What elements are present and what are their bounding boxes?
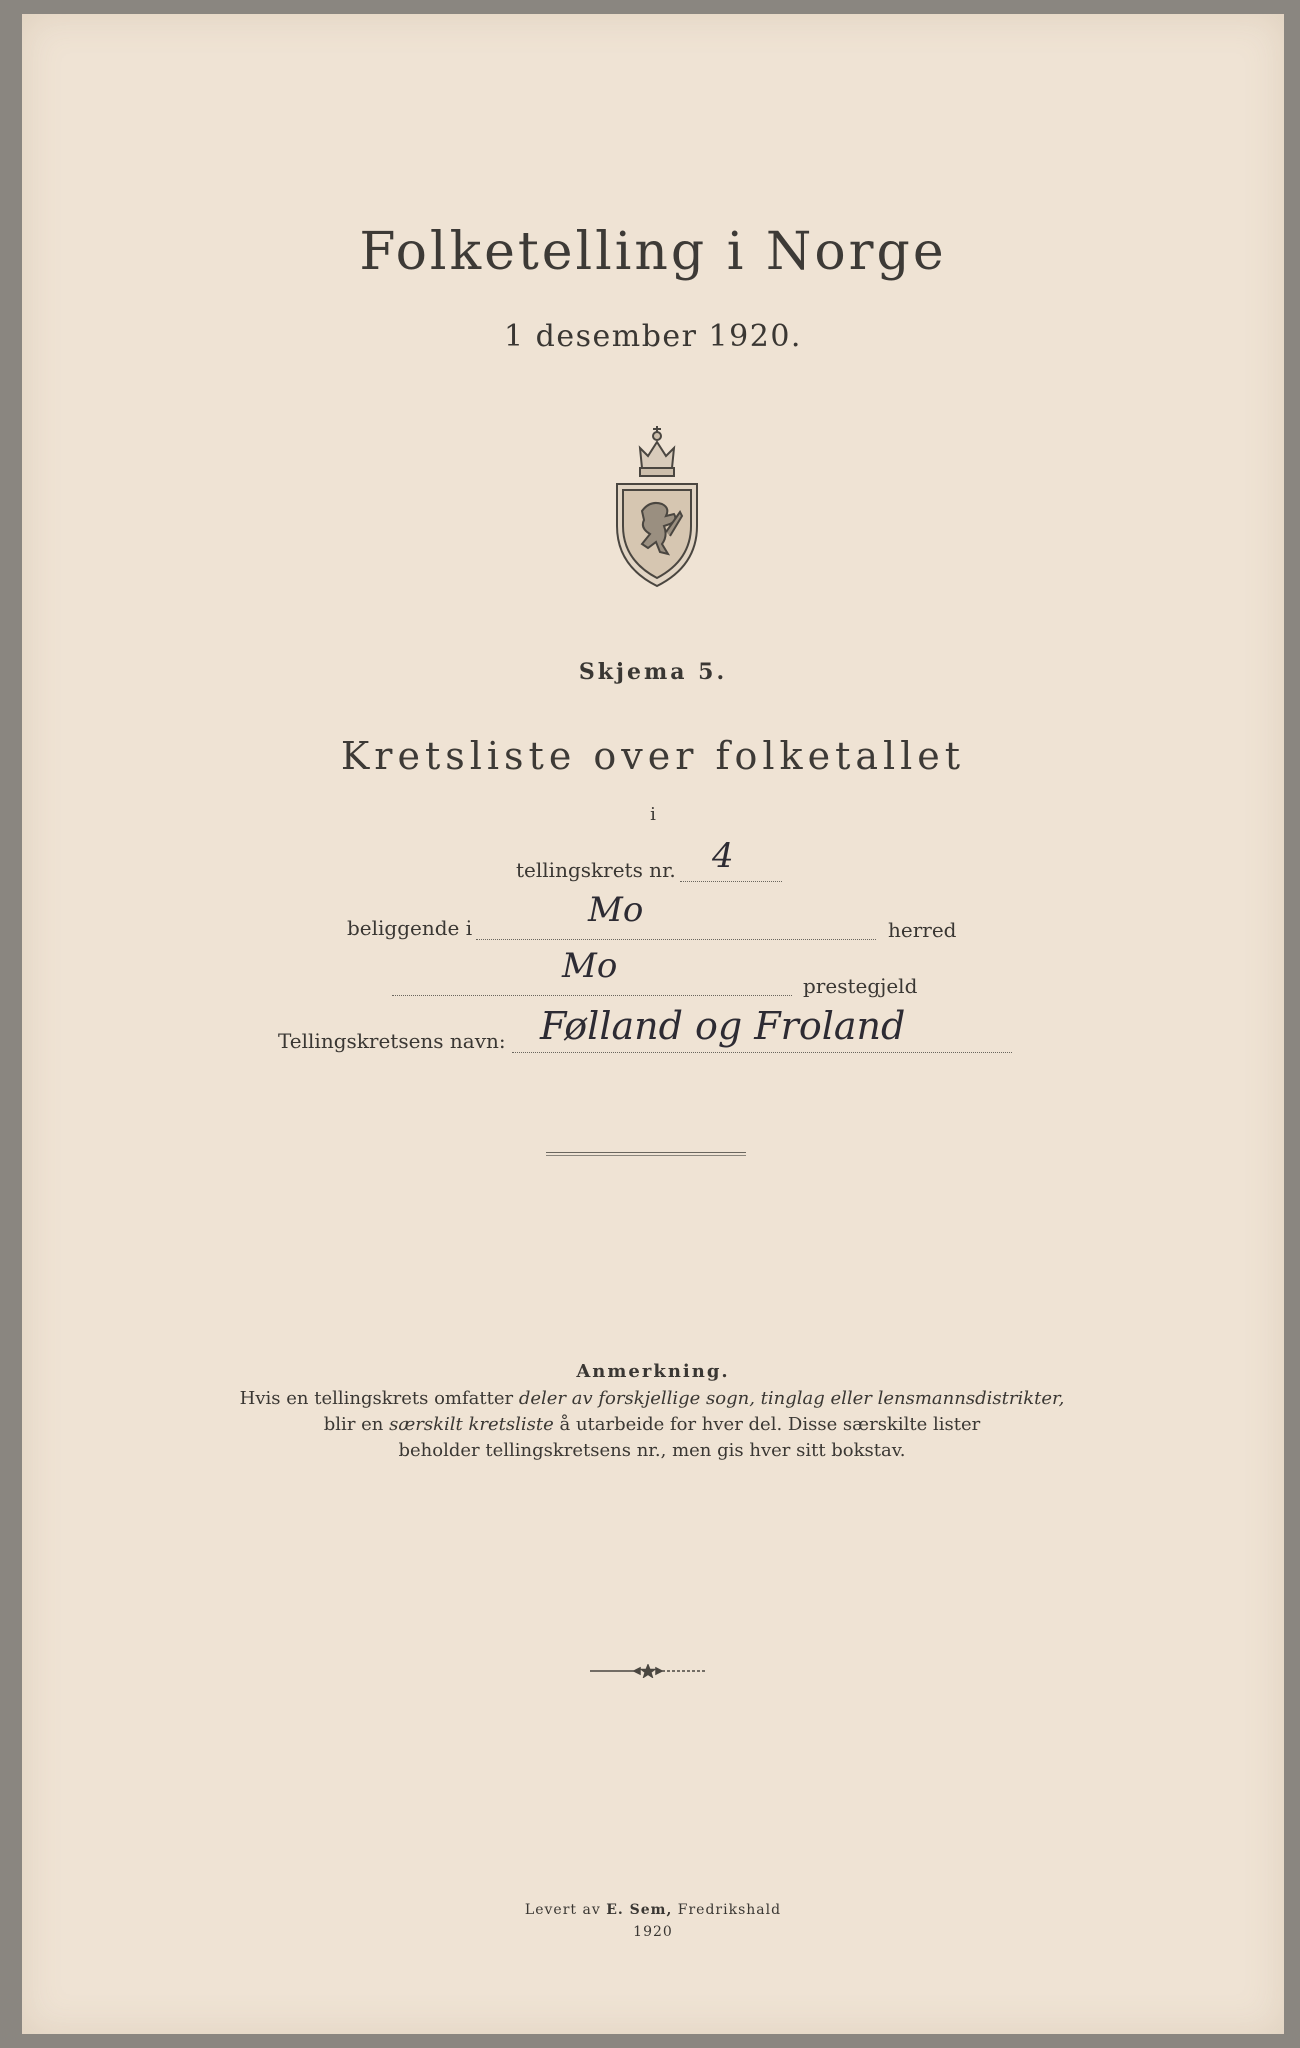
connector-text: i	[650, 804, 656, 825]
separator-rule	[546, 1152, 746, 1156]
prestegjeld-value: Mo	[562, 946, 618, 986]
note-line-3: beholder tellingskretsens nr., men gis hver sitt bokstav.	[398, 1440, 906, 1461]
navn-line	[512, 1051, 1012, 1053]
tellingskrets-label: tellingskrets nr.	[516, 858, 676, 882]
note-line-1	[222, 1386, 1082, 1412]
herred-label: herred	[888, 918, 957, 942]
note-line-2-text-c: å utarbeide for hver del. Disse særskilte lister	[559, 1414, 981, 1435]
printer-city: Fredrikshald	[677, 1902, 782, 1918]
tellingskrets-value: 4	[712, 836, 734, 876]
note-line-1-text: Hvis en tellingskrets omfatter	[239, 1388, 514, 1409]
note-line-2	[222, 1412, 1082, 1438]
star-divider-icon	[590, 1664, 706, 1678]
beliggende-value: Mo	[588, 890, 644, 930]
note-line-2-emphasis: særskilt kretsliste	[389, 1414, 554, 1435]
printer-year: 1920	[633, 1924, 673, 1940]
printer-imprint	[22, 1899, 1284, 1943]
beliggende-label: beliggende i	[347, 916, 473, 940]
printer-line	[22, 1899, 1284, 1921]
note-title: Anmerkning.	[576, 1361, 730, 1382]
navn-value: Følland og Froland	[540, 1004, 906, 1048]
note-line-2-text-a: blir en	[323, 1414, 384, 1435]
page-title: Folketelling i Norge	[359, 222, 947, 282]
tellingskrets-line	[680, 880, 782, 882]
census-form-page	[22, 14, 1284, 2034]
prestegjeld-label: prestegjeld	[803, 974, 918, 998]
prestegjeld-line	[392, 994, 792, 996]
navn-label: Tellingskretsens navn:	[278, 1029, 506, 1053]
note-text	[222, 1386, 1082, 1464]
printer-prefix: Levert av	[524, 1902, 601, 1918]
census-date: 1 desember 1920.	[504, 319, 802, 354]
schema-number: Skjema 5.	[578, 659, 728, 685]
note-line-1-emphasis: deler av forskjellige sogn, tinglag eller lensmannsdistrikter,	[518, 1388, 1065, 1409]
printer-name: E. Sem,	[606, 1902, 673, 1918]
beliggende-line	[476, 938, 876, 940]
norwegian-coat-of-arms-icon	[602, 416, 712, 591]
form-heading: Kretsliste over folketallet	[340, 734, 966, 778]
